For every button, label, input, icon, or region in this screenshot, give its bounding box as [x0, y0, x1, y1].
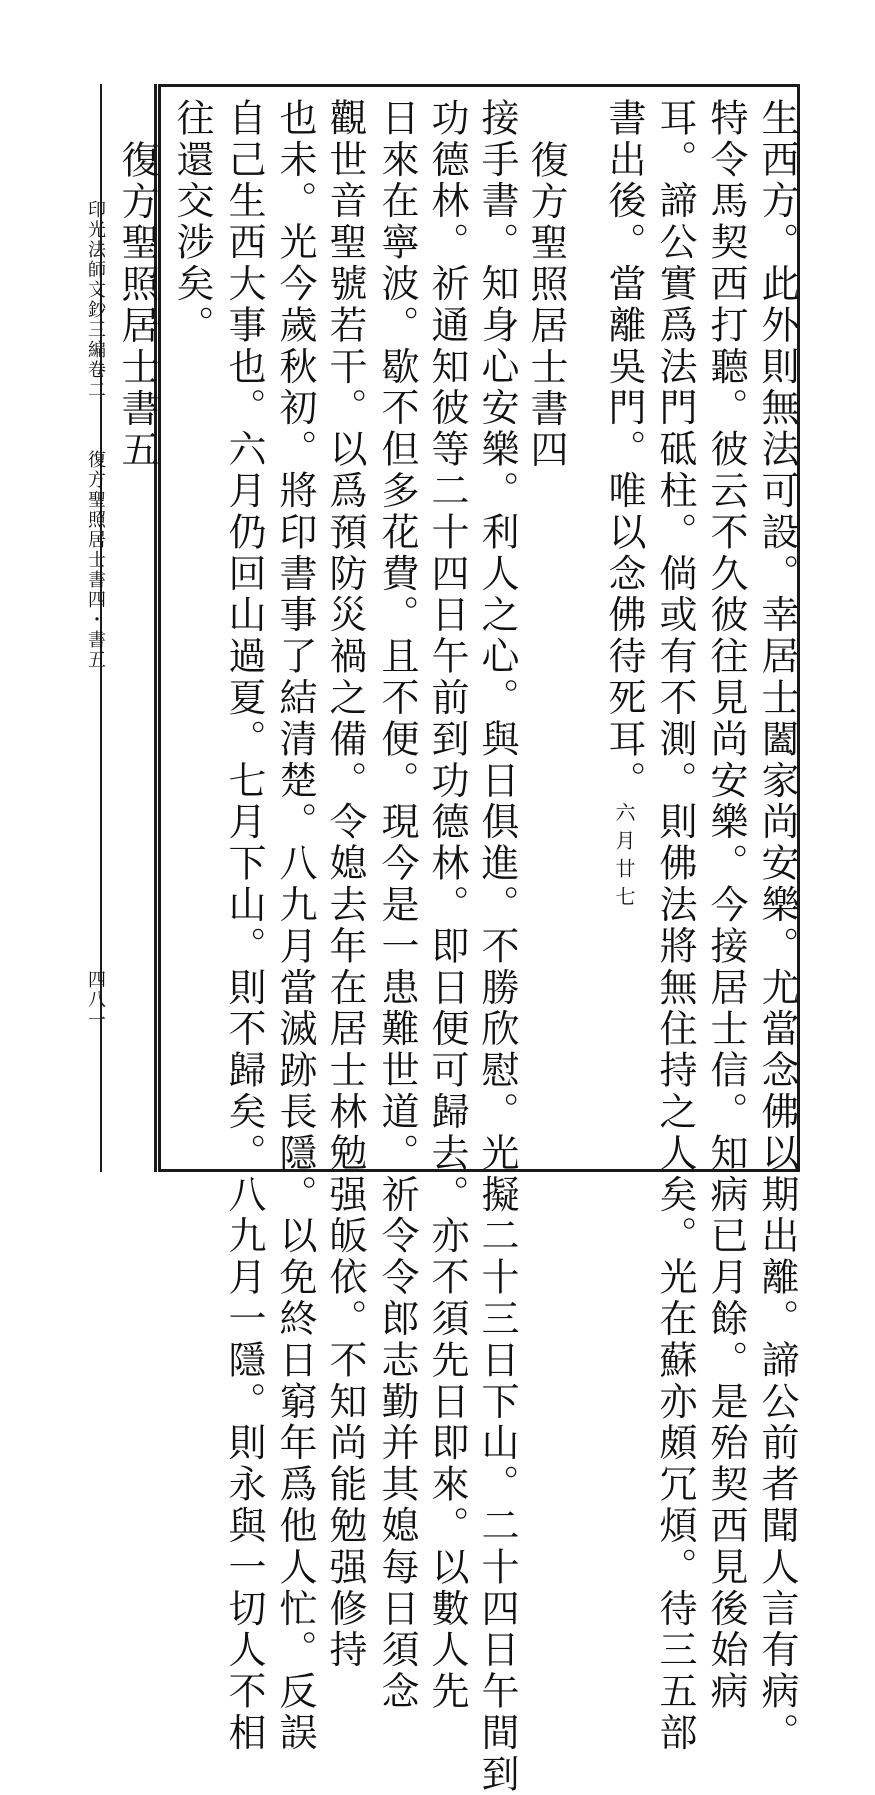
text-column-1: 生西方。此外則無法可設。幸居士闔家尚安樂。尤當念佛以期出離。諦公前者聞人言有病。 [755, 98, 799, 1754]
text-column-11: 自己生西大事也。六月仍回山過夏。七月下山。則不歸矣。八九月一隱。則永與一切人不相 [222, 98, 266, 1754]
section-title-margin: 復方聖照居士書四・書五 [85, 450, 106, 670]
text-column-10: 也未。光今歲秋初。將印書事了結清楚。八九月當滅跡長隱。以免終日窮年爲他人忙。反誤 [273, 98, 317, 1754]
text-column-4 [602, 98, 646, 914]
text-column-7: 功德林。祈通知彼等二十四日午前到功德林。即日便可歸去。亦不須先日即來。以數人先 [425, 98, 469, 1713]
letter-title-5: 復方聖照居士書五 [115, 140, 159, 472]
text-column-3: 耳。諦公實爲法門砥柱。倘或有不測。則佛法將無住持之人矣。光在蘇亦頗冗煩。待三五部 [653, 98, 697, 1754]
text-column-9: 觀世音聖號若干。以爲預防災禍之備。令媳去年在居士林勉强皈依。不知尚能勉强修持 [323, 98, 367, 1672]
text-column-8: 日來在寧波。歇不但多花費。且不便。現今是一患難世道。祈令令郎志勤并其媳每日須念 [375, 98, 419, 1713]
letter-title-4: 復方聖照居士書四 [524, 140, 568, 472]
book-title-margin: 印光法師文鈔三編卷二 [85, 200, 106, 400]
date-note: 六月廿七 [612, 801, 636, 914]
page-number: 四八一 [85, 970, 106, 1030]
text-column-12: 往還交涉矣。 [170, 98, 214, 347]
text-column-2: 特令馬契西打聽。彼云不久彼往見尚安樂。今接居士信。知病已月餘。是殆契西見後始病 [704, 98, 748, 1713]
text-column-6: 接手書。知身心安樂。利人之心。與日俱進。不勝欣慰。光擬二十三日下山。二十四日午間到 [475, 98, 519, 1795]
text-column-4-main: 書出後。當離吳門。唯以念佛待死耳。 [602, 98, 646, 802]
